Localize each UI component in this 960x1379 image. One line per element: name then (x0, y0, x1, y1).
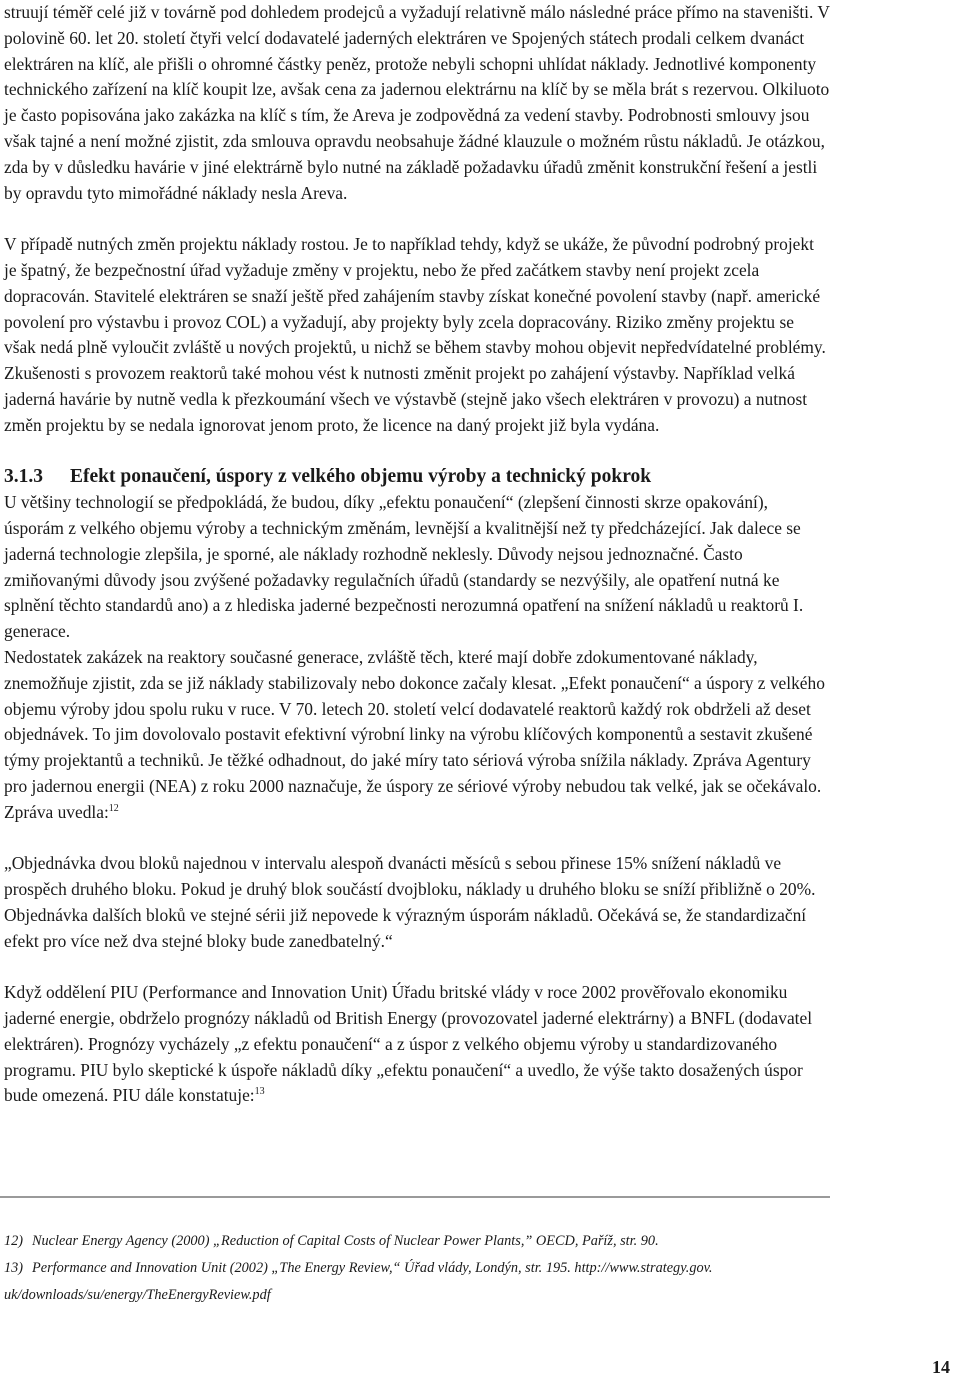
footnote-ref-12[interactable]: 12 (108, 802, 119, 814)
footnote-text: Nuclear Energy Agency (2000) „Reduction of Capital Costs of Nuclear Power Plants,” OECD, Paříž, str. 90. (32, 1233, 659, 1249)
footnote-number: 13) (4, 1260, 24, 1276)
footnote-text: Performance and Innovation Unit (2002) „The Energy Review,“ Úřad vlády, Londýn, str. 195. http://www.strategy.gov. (32, 1260, 713, 1276)
paragraph-gap (4, 826, 830, 852)
footnote-number: 12) (4, 1233, 24, 1249)
footnote-12 (4, 1228, 834, 1255)
paragraph-gap (4, 206, 830, 232)
paragraph-3: U většiny technologií se předpokládá, že budou, díky „efektu ponaučení“ (zlepšení činnosti skrze opakování), úsporám z velkého objemu výroby a technickým změnám, levnější a kvalitnější než ty předcházející. Jak dalece se jaderná technologie zlepšila, je sporné, ale náklady rozhodně neklesly. Důvody nejsou jednoznačné. Často zmiňovanými důvody jsou zvýšené požadavky regulačních úřadů (standardy se nezvýšily, ale opatření nutná ke splnění těchto standardů ano) a z hlediska jaderné bezpečnosti nerozumná opatření na snížení nákladů u reaktorů I. generace. (4, 492, 804, 642)
section-number: 3.1.3 (4, 466, 43, 488)
paragraph-4 (4, 645, 830, 826)
paragraph-gap (4, 954, 830, 980)
section-heading (4, 464, 830, 490)
footnotes (4, 1228, 834, 1309)
footnote-13 (4, 1255, 834, 1282)
paragraph-4-text: Nedostatek zakázek na reaktory současné generace, zvláště těch, které mají dobře zdokumentované náklady, znemožňuje zjistit, zda se již náklady stabilizovaly nebo dokonce začaly klesat. „Efekt ponaučení“ a úspory z velkého objemu výroby jdou spolu ruku v ruce. V 70. letech 20. století velcí dodavatelé reaktorů každý rok obdrželi až deset objednávek. To jim dovolovalo postavit efektivní výrobní linky na výrobu klíčových komponentů a sestavit zkušené týmy projektantů a techniků. Je těžké odhadnout, do jaké míry tato sériová výroba snížila náklady. Zpráva Agentury pro jadernou energii (NEA) z roku 2000 naznačuje, že úspory ze sériové výroby nebudou tak velké, jak se očekávalo. Zpráva uvedla: (4, 646, 825, 822)
paragraph-gap (4, 439, 830, 465)
footnote-divider (0, 1196, 830, 1198)
paragraph-2: V případě nutných změn projektu náklady rostou. Je to například tehdy, když se ukáže, že původní podrobný projekt je špatný, že bezpečnostní úřad vyžaduje změny v projektu, nebo že před začátkem stavby není projekt zcela dopracován. Stavitelé elektráren se snaží ještě před zahájením stavby získat konečné povolení stavby (např. americké povolení pro výstavbu i provoz COL) a vyžadují, aby projekty byly zcela dopracovány. Riziko změny projektu se však nedá plně vyloučit zvláště u nových projektů, u nichž se během stavby mohou objevit nepředvídatelné problémy. Zkušenosti s provozem reaktorů také mohou vést k nutnosti změnit projekt po zahájení výstavby. Například velká jaderná havárie by nutně vedla k přezkoumání všech ve výstavbě (stejně jako všech elektráren v provozu) a nutnost změn projektu by se nedala ignorovat jenom proto, že licence na daný projekt již byla vydána. (4, 234, 826, 435)
page-body (4, 0, 830, 1109)
paragraph-5-text: Když oddělení PIU (Performance and Innovation Unit) Úřadu britské vlády v roce 2002 prověřovalo ekonomiku jaderné energie, obdrželo prognózy nákladů od British Energy (provozovatel jaderné elektrárny) a BNFL (dodavatel elektráren). Prognózy vycházely „z efektu ponaučení“ a z úspor z velkého objemu výroby u standardizovaného programu. PIU bylo skeptické k úspoře nákladů díky „efektu ponaučení“ a uvedlo, že výše takto dosažených úspor bude omezená. PIU dále konstatuje: (4, 982, 813, 1106)
footnote-ref-13[interactable]: 13 (254, 1086, 265, 1098)
paragraph-5 (4, 980, 830, 1109)
section-title: Efekt ponaučení, úspory z velkého objemu výroby a technický pokrok (70, 466, 652, 488)
quotation: „Objednávka dvou bloků najednou v intervalu alespoň dvanácti měsíců s sebou přinese 15% snížení nákladů ve prospěch druhého bloku. Pokud je druhý blok součástí dvojbloku, náklady u druhého bloku se sníží přibližně o 20%. Objednávka dalších bloků ve stejné sérii již nepovede k výrazným úsporám nákladů. Očekává se, že standardizační efekt pro více než dva stejné bloky bude zanedbatelný.“ (4, 853, 816, 951)
footnote-13-link[interactable]: uk/downloads/su/energy/TheEnergyReview.pdf (4, 1287, 271, 1303)
paragraph-1: struují téměř celé již v továrně pod dohledem prodejců a vyžadují relativně málo následné práce přímo na staveništi. V polovině 60. let 20. století čtyři velcí dodavatelé jaderných elektráren ve Spojených státech prodali celkem dvanáct elektráren na klíč, ale přišli o ohromné částky peněz, protože nebyli schopni uhlídat náklady. Jednotlivé komponenty technického zařízení na klíč koupit lze, avšak cena za jadernou elektrárnu na klíč by se měla brát s rezervou. Olkiluoto je často popisována jako zakázka na klíč s tím, že Areva je zodpovědná za vedení stavby. Podrobnosti smlouvy jsou však tajné a není možné zjistit, zda smlouva opravdu neobsahuje žádné klauzule o možném růstu nákladů. Je otázkou, zda by v důsledku havárie v jiné elektrárně bylo nutné na základě požadavku úřadů změnit konstrukční řešení a jestli by opravdu tyto mimořádné náklady nesla Areva. (4, 2, 830, 203)
page-number: 14 (932, 1357, 950, 1377)
